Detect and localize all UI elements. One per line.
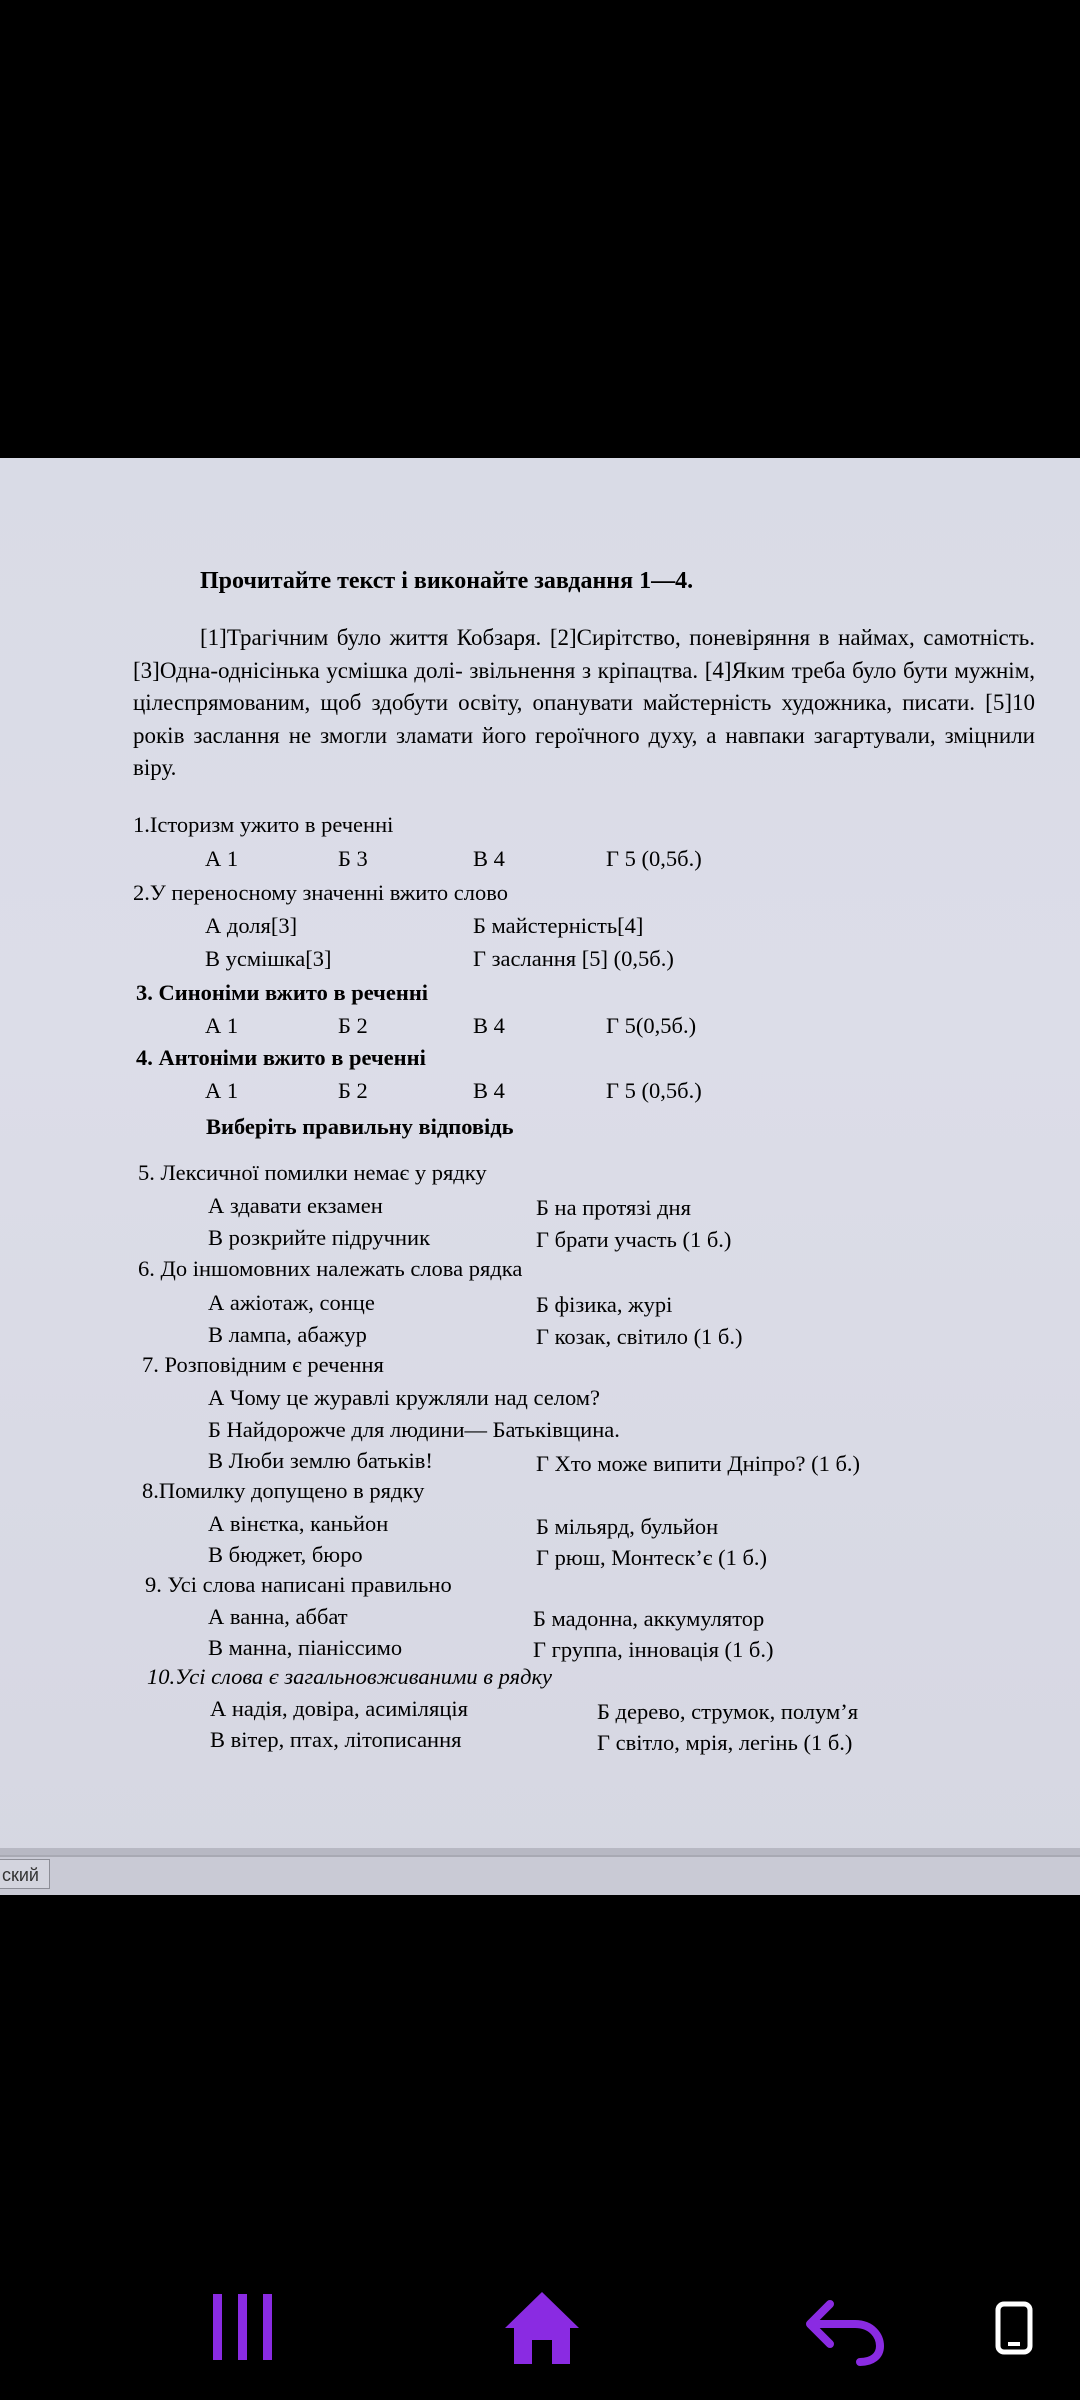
- assistant-phone-icon[interactable]: [975, 2282, 1055, 2372]
- task-10-question: 10.Усі слова є загальновживаними в рядку: [147, 1664, 552, 1689]
- task-9-option-d: Г группа, інновація (1 б.): [533, 1637, 774, 1662]
- task-8-option-c: В бюджет, бюро: [208, 1542, 363, 1567]
- task-6-option-d: Г козак, світило (1 б.): [536, 1324, 743, 1349]
- task-6-option-a: А ажіотаж, сонце: [208, 1290, 375, 1315]
- task-1-option-d: Г 5 (0,5б.): [606, 846, 702, 871]
- task-4-option-a: А 1: [205, 1078, 239, 1103]
- task-3-option-b: Б 2: [338, 1013, 368, 1038]
- task-3-option-c: В 4: [473, 1013, 505, 1038]
- task-8-question: 8.Помилку допущено в рядку: [142, 1478, 425, 1503]
- task-6-question: 6. До іншомовних належать слова рядка: [138, 1256, 523, 1281]
- task-1-option-b: Б 3: [338, 846, 368, 871]
- task-2-option-b: Б майстерність[4]: [473, 913, 644, 938]
- task-10-option-d: Г світло, мрія, легінь (1 б.): [597, 1730, 853, 1755]
- task-3-option-a: А 1: [205, 1013, 239, 1038]
- task-6-option-b: Б фізика, журі: [536, 1292, 673, 1317]
- task-9-option-a: А ванна, аббат: [208, 1604, 348, 1629]
- task-9-option-b: Б мадонна, аккумулятор: [533, 1606, 765, 1631]
- task-7-option-c: В Люби землю батьків!: [208, 1448, 433, 1473]
- task-8-option-d: Г рюш, Монтеск’є (1 б.): [536, 1545, 768, 1570]
- reading-paragraph: [1]Трагічним було життя Кобзаря. [2]Сирітство, поневіряння в наймах, самотність. [3]Одна-однісінька усмішка долі- звільнення з кріпацтва. [4]Яким треба було бути мужнім, цілеспрямованим, щоб здобути освіту, опанувати майстерність художника, писати. [5]10 років заслання не змогли зламати його героїчного духу, а навпаки загартували, зміцнили віру.: [133, 625, 1035, 780]
- recent-apps-icon[interactable]: [198, 2282, 288, 2372]
- task-7-option-a: А Чому це журавлі кружляли над селом?: [208, 1385, 601, 1410]
- task-5-option-d: Г брати участь (1 б.): [536, 1227, 732, 1252]
- task-7-question: 7. Розповідним є речення: [142, 1352, 384, 1377]
- language-indicator[interactable]: ский: [0, 1859, 50, 1889]
- task-8-option-b: Б мільярд, бульйон: [536, 1514, 719, 1539]
- choose-answer-subheading: Виберіть правильну відповідь: [206, 1114, 514, 1139]
- home-icon[interactable]: [497, 2282, 587, 2372]
- task-8-option-a: А вінєтка, каньйон: [208, 1511, 389, 1536]
- task-5-option-a: А здавати екзамен: [208, 1193, 383, 1218]
- task-7-option-b: Б Найдорожче для людини— Батьківщина.: [208, 1417, 620, 1442]
- task-4-option-b: Б 2: [338, 1078, 368, 1103]
- task-1-option-a: А 1: [205, 846, 239, 871]
- task-5-question: 5. Лексичної помилки немає у рядку: [138, 1160, 487, 1185]
- task-7-option-d: Г Хто може випити Дніпро? (1 б.): [536, 1451, 861, 1476]
- task-4-option-c: В 4: [473, 1078, 505, 1103]
- task-3-option-d: Г 5(0,5б.): [606, 1013, 697, 1038]
- back-icon[interactable]: [800, 2282, 890, 2372]
- task-6-option-c: В лампа, абажур: [208, 1322, 367, 1347]
- task-2-option-d: Г заслання [5] (0,5б.): [473, 946, 674, 971]
- task-2-option-a: А доля[3]: [205, 913, 298, 938]
- task-10-option-b: Б дерево, струмок, полум’я: [597, 1699, 859, 1724]
- task-4-question: 4. Антоніми вжито в реченні: [136, 1045, 426, 1070]
- task-3-question: 3. Синоніми вжито в реченні: [136, 980, 429, 1005]
- task-1-option-c: В 4: [473, 846, 505, 871]
- task-2-option-c: В усмішка[3]: [205, 946, 332, 971]
- task-5-option-c: В розкрийте підручник: [208, 1225, 431, 1250]
- task-10-option-a: А надія, довіра, асиміляція: [210, 1696, 468, 1721]
- editor-status-bar: [0, 1855, 1080, 1895]
- task-1-question: 1.Історизм ужито в реченні: [133, 812, 394, 837]
- task-10-option-c: В вітер, птах, літописання: [210, 1727, 462, 1752]
- task-9-option-c: В манна, піаніссимо: [208, 1635, 403, 1660]
- task-5-option-b: Б на протязі дня: [536, 1195, 691, 1220]
- task-4-option-d: Г 5 (0,5б.): [606, 1078, 702, 1103]
- task-9-question: 9. Усі слова написані правильно: [145, 1572, 452, 1597]
- document-heading: Прочитайте текст і виконайте завдання 1—4.: [200, 568, 694, 594]
- task-2-question: 2.У переносному значенні вжито слово: [133, 880, 508, 905]
